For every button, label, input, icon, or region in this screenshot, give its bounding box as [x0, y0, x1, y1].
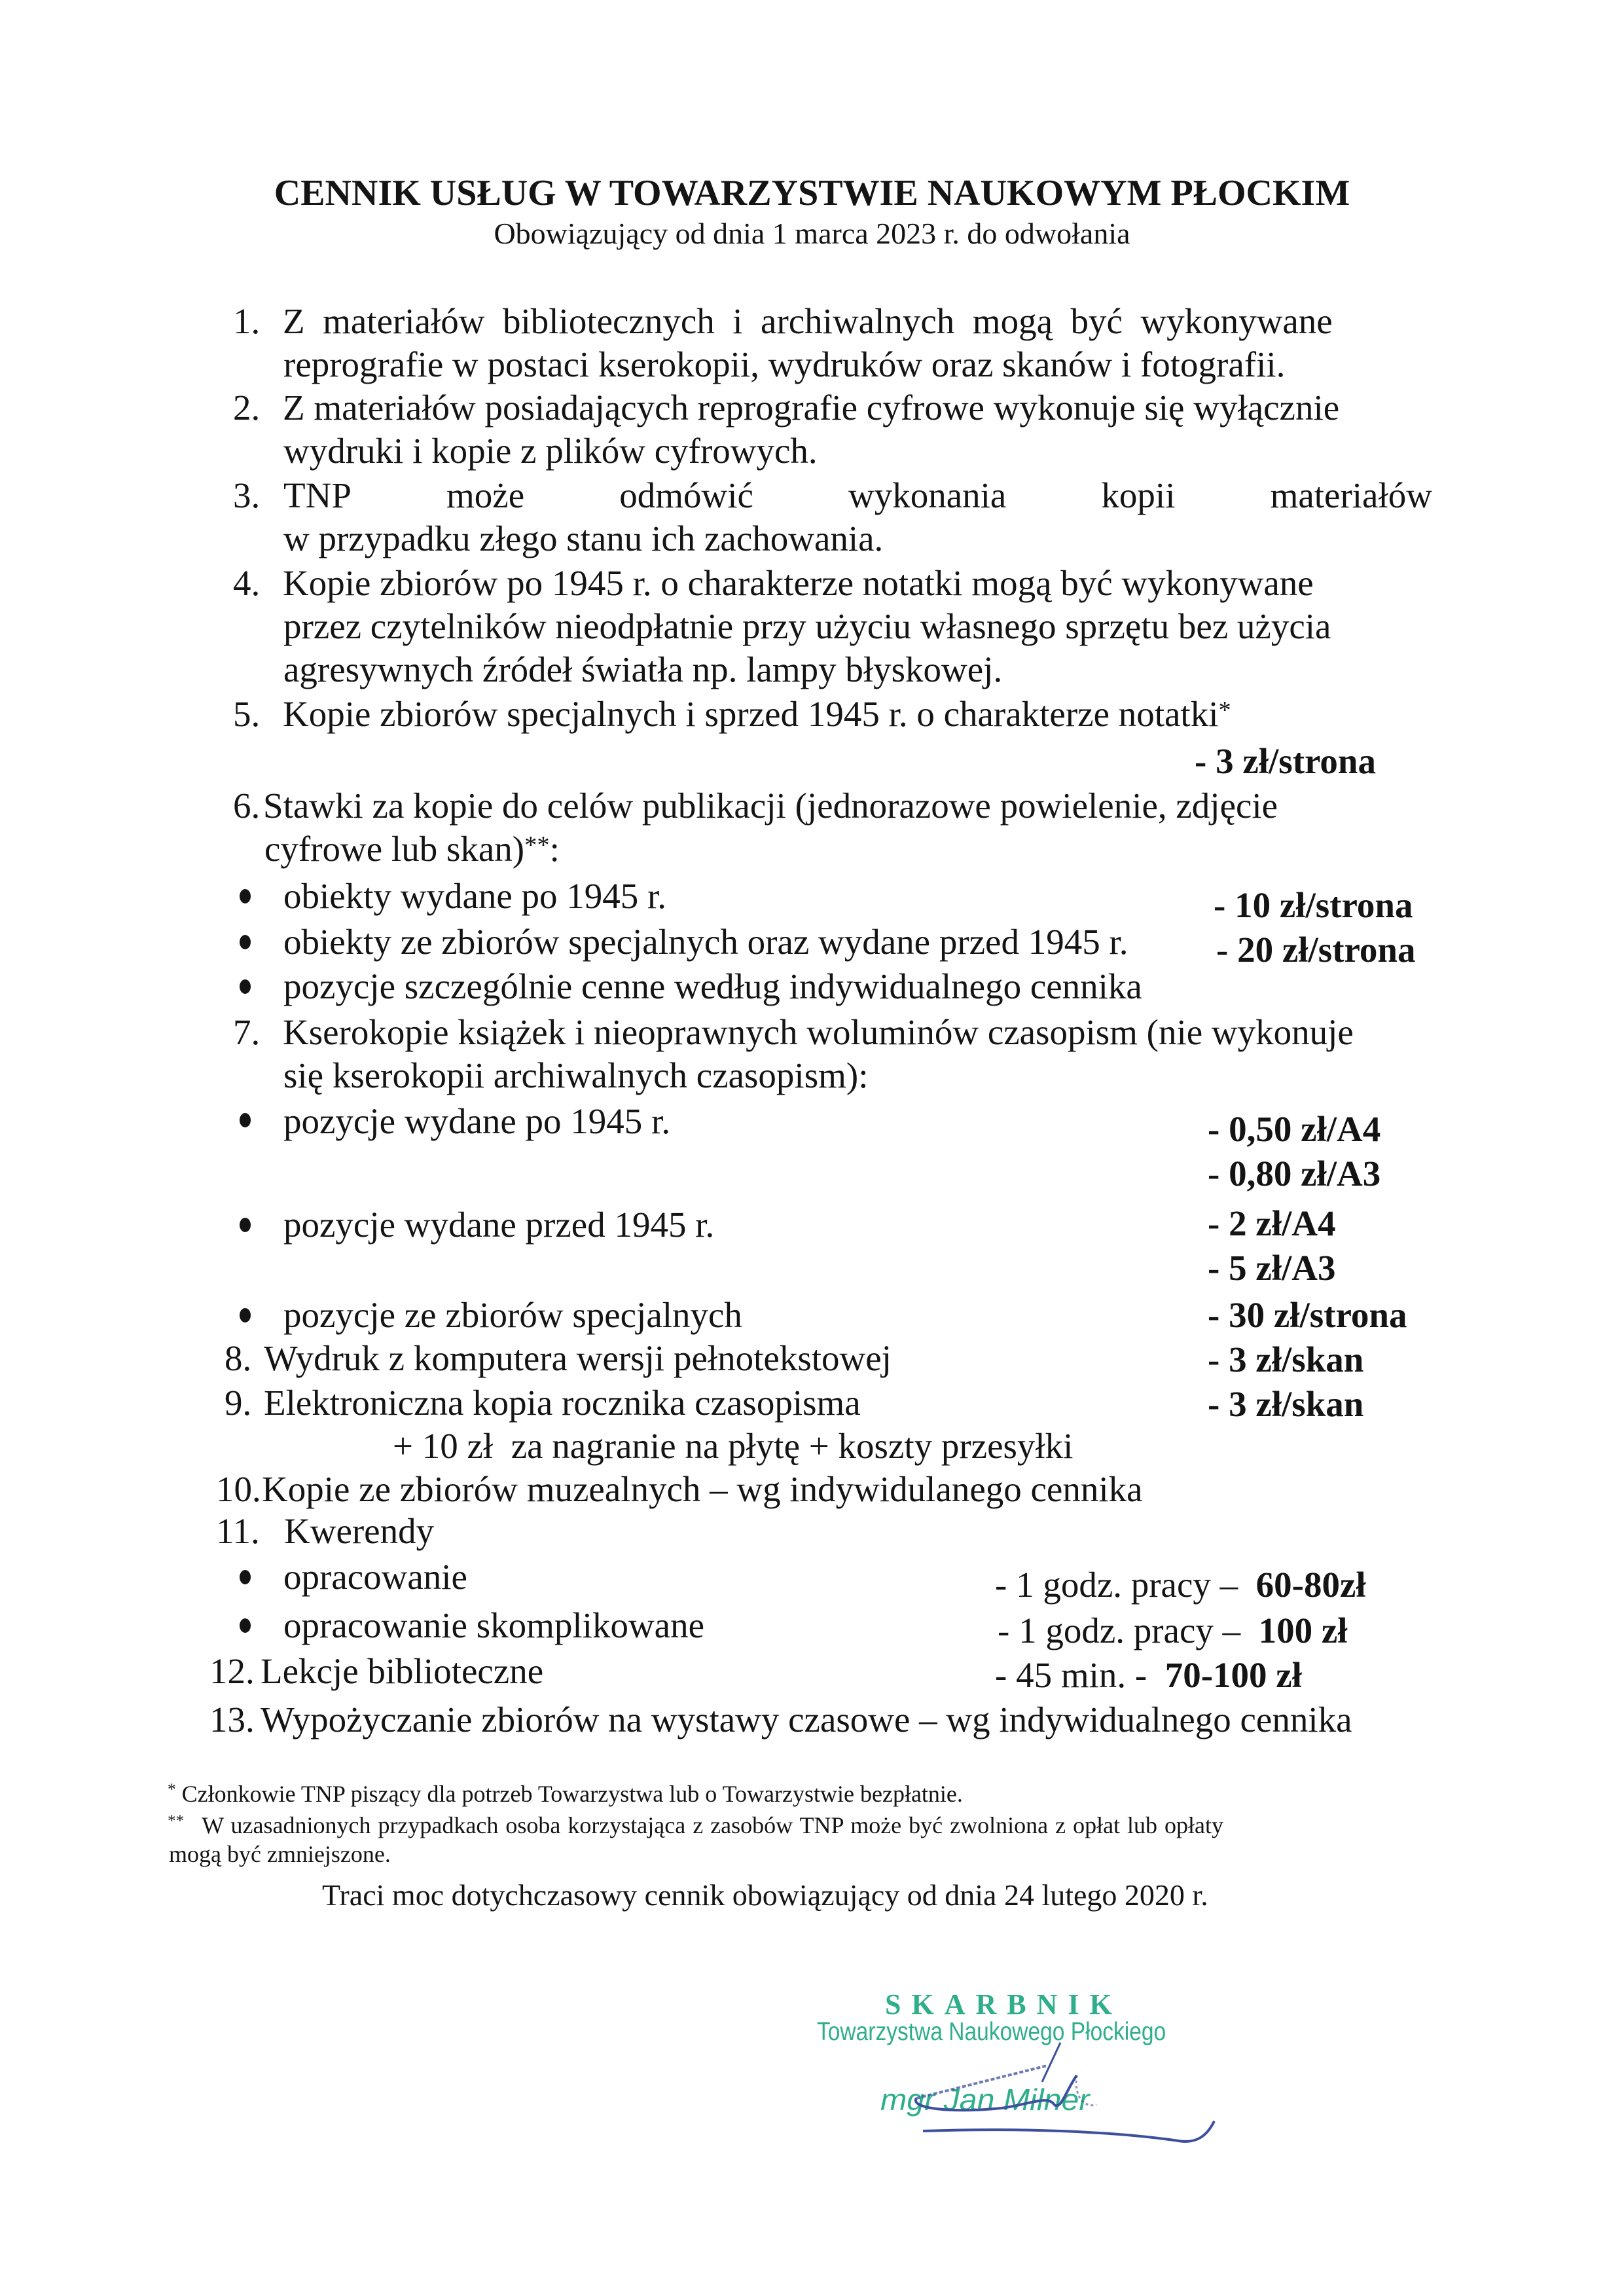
- item-6-bullet-2-price: - 20 zł/strona: [1216, 930, 1416, 970]
- item-11: [216, 1510, 434, 1553]
- item-text: Z materiałów bibliotecznych i archiwalnych mogą być wykonywane: [283, 301, 1333, 341]
- item-2-continued: wydruki i kopie z plików cyfrowych.: [283, 431, 818, 471]
- item-9-extra: + 10 zł za nagranie na płytę + koszty przesyłki: [393, 1426, 1074, 1466]
- bullet-icon: [240, 979, 251, 994]
- footnote-mark: *: [168, 1781, 176, 1798]
- item-7-bullet-1: pozycje wydane po 1945 r.: [283, 1101, 671, 1141]
- price-unit: - 45 min. -: [995, 1655, 1147, 1695]
- item-7: [233, 1011, 1354, 1054]
- item-text: Z materiałów posiadających reprografie cyfrowe wykonuje się wyłącznie: [283, 388, 1340, 428]
- bullet-icon: [240, 1618, 251, 1633]
- item-6-bullet-1-price: - 10 zł/strona: [1214, 885, 1413, 925]
- item-11-bullet-2: opracowanie skomplikowane: [283, 1605, 705, 1645]
- stamp-title: SKARBNIK: [885, 1988, 1123, 2020]
- bullet-icon: [240, 1218, 251, 1232]
- footnote-mark: **: [168, 1812, 185, 1830]
- document-subtitle: Obowiązujący od dnia 1 marca 2023 r. do odwołania: [494, 217, 1130, 250]
- item-word: wykonania: [848, 475, 1007, 515]
- bullet-icon: [240, 1113, 251, 1127]
- item-7-bullet-3: pozycje ze zbiorów specjalnych: [283, 1295, 742, 1335]
- item-text: Kopie zbiorów specjalnych i sprzed 1945 r. o charakterze notatki: [283, 694, 1219, 734]
- footnote-1: [168, 1779, 963, 1808]
- item-word: TNP: [283, 475, 352, 515]
- item-11-bullet-2-price: [998, 1609, 1348, 1652]
- price-value: 100 zł: [1258, 1611, 1348, 1650]
- item-4-continued: przez czytelników nieodpłatnie przy użyciu własnego sprzętu bez użycia: [283, 606, 1331, 646]
- price-unit: - 1 godz. pracy –: [995, 1565, 1238, 1605]
- signature-icon: [851, 2036, 1244, 2147]
- item-number: 4.: [233, 563, 261, 603]
- item-text: Kwerendy: [284, 1511, 435, 1551]
- item-3-number: 3.: [233, 475, 261, 515]
- item-7-bullet-2-price-a3: - 5 zł/A3: [1208, 1248, 1336, 1288]
- item-6: [233, 784, 1278, 828]
- closing-note: Traci moc dotychczasowy cennik obowiązujący od dnia 24 lutego 2020 r.: [322, 1878, 1208, 1912]
- item-2: [233, 386, 1339, 429]
- item-number: 7.: [233, 1012, 261, 1052]
- item-7-bullet-2: pozycje wydane przed 1945 r.: [283, 1205, 715, 1245]
- item-10: [216, 1468, 1143, 1511]
- price-unit: - 1 godz. pracy –: [998, 1611, 1241, 1650]
- document-title: CENNIK USŁUG W TOWARZYSTWIE NAUKOWYM PŁOCKIM: [274, 173, 1350, 213]
- item-7-continued: się kserokopii archiwalnych czasopism):: [283, 1055, 869, 1095]
- item-number: 10.: [216, 1469, 261, 1509]
- item-6-bullet-2: obiekty ze zbiorów specjalnych oraz wydane przed 1945 r.: [283, 922, 1128, 962]
- item-word: kopii: [1101, 475, 1176, 515]
- item-9-price: - 3 zł/skan: [1208, 1384, 1364, 1424]
- item-5: [233, 693, 1231, 736]
- footnote-text: W uzasadnionych przypadkach osoba korzystająca z zasobów TNP może być zwolniona z opłat lub opłaty: [202, 1812, 1224, 1838]
- item-number: 12.: [209, 1651, 255, 1691]
- item-7-bullet-1-price-a4: - 0,50 zł/A4: [1208, 1109, 1381, 1149]
- item-number: 5.: [233, 694, 261, 734]
- item-6-bullet-1: obiekty wydane po 1945 r.: [283, 876, 667, 916]
- item-4: [233, 562, 1314, 605]
- item-number: 1.: [233, 301, 261, 341]
- colon: :: [549, 829, 560, 869]
- item-13: [209, 1698, 1352, 1741]
- item-6-continued: [264, 828, 560, 871]
- item-text: Lekcje biblioteczne: [261, 1651, 544, 1691]
- bullet-icon: [240, 1308, 251, 1322]
- item-word: może: [446, 475, 525, 515]
- item-12: [209, 1650, 543, 1693]
- stamp-name: mgr Jan Milner: [880, 2083, 1090, 2117]
- item-7-bullet-1-price-a3: - 0,80 zł/A3: [1208, 1154, 1381, 1194]
- item-word: odmówić: [619, 475, 753, 515]
- footnote-2-continued: mogą być zmniejszone.: [169, 1841, 391, 1867]
- footnote-text: Członkowie TNP piszący dla potrzeb Towarzystwa lub o Towarzystwie bezpłatnie.: [181, 1781, 963, 1807]
- item-5-price: - 3 zł/strona: [1195, 741, 1377, 781]
- item-3: [283, 474, 1432, 517]
- item-word: materiałów: [1270, 475, 1432, 515]
- item-text: Elektroniczna kopia rocznika czasopisma: [264, 1383, 861, 1423]
- item-1: [233, 300, 1431, 343]
- bullet-icon: [240, 1570, 251, 1584]
- item-text: Wypożyczanie zbiorów na wystawy czasowe – wg indywidualnego cennika: [261, 1700, 1352, 1740]
- footnote-2: [168, 1811, 1326, 1840]
- item-number: 11.: [216, 1511, 260, 1551]
- item-11-bullet-1: opracowanie: [283, 1557, 467, 1597]
- item-number: 8.: [225, 1338, 252, 1378]
- item-3-continued: w przypadku złego stanu ich zachowania.: [283, 519, 884, 558]
- item-11-bullet-1-price: [995, 1563, 1366, 1607]
- item-4-continued: agresywnych źródeł światła np. lampy błyskowej.: [283, 649, 1003, 689]
- stamp-organization: Towarzystwa Naukowego Płockiego: [817, 2018, 1166, 2046]
- price-value: 60-80zł: [1255, 1565, 1366, 1605]
- item-number: 13.: [209, 1700, 255, 1740]
- item-12-price: [995, 1654, 1302, 1697]
- item-number: 9.: [225, 1383, 252, 1423]
- bullet-icon: [240, 935, 251, 949]
- item-number: 2.: [233, 388, 261, 428]
- footnote-mark: *: [1218, 697, 1231, 724]
- item-text: cyfrowe lub skan): [264, 829, 525, 869]
- item-7-bullet-2-price-a4: - 2 zł/A4: [1208, 1203, 1336, 1243]
- footnote-mark: **: [524, 831, 550, 859]
- item-7-bullet-3-price: - 30 zł/strona: [1208, 1295, 1407, 1335]
- item-text: Kserokopie książek i nieoprawnych woluminów czasopism (nie wykonuje: [283, 1012, 1354, 1052]
- item-9: [225, 1381, 861, 1425]
- item-text: Kopie zbiorów po 1945 r. o charakterze notatki mogą być wykonywane: [283, 563, 1314, 603]
- item-text: Stawki za kopie do celów publikacji (jednorazowe powielenie, zdjęcie: [263, 786, 1278, 826]
- item-8-price: - 3 zł/skan: [1208, 1339, 1364, 1379]
- price-value: 70-100 zł: [1164, 1655, 1302, 1695]
- item-number: 6.: [233, 786, 261, 826]
- item-8: [225, 1337, 892, 1380]
- bullet-icon: [240, 889, 251, 903]
- item-text: Kopie ze zbiorów muzealnych – wg indywidulanego cennika: [262, 1469, 1143, 1509]
- item-6-bullet-3: pozycje szczególnie cenne według indywidualnego cennika: [283, 966, 1142, 1006]
- item-1-continued: reprografie w postaci kserokopii, wydruków oraz skanów i fotografii.: [283, 344, 1286, 384]
- item-text: Wydruk z komputera wersji pełnotekstowej: [264, 1338, 892, 1378]
